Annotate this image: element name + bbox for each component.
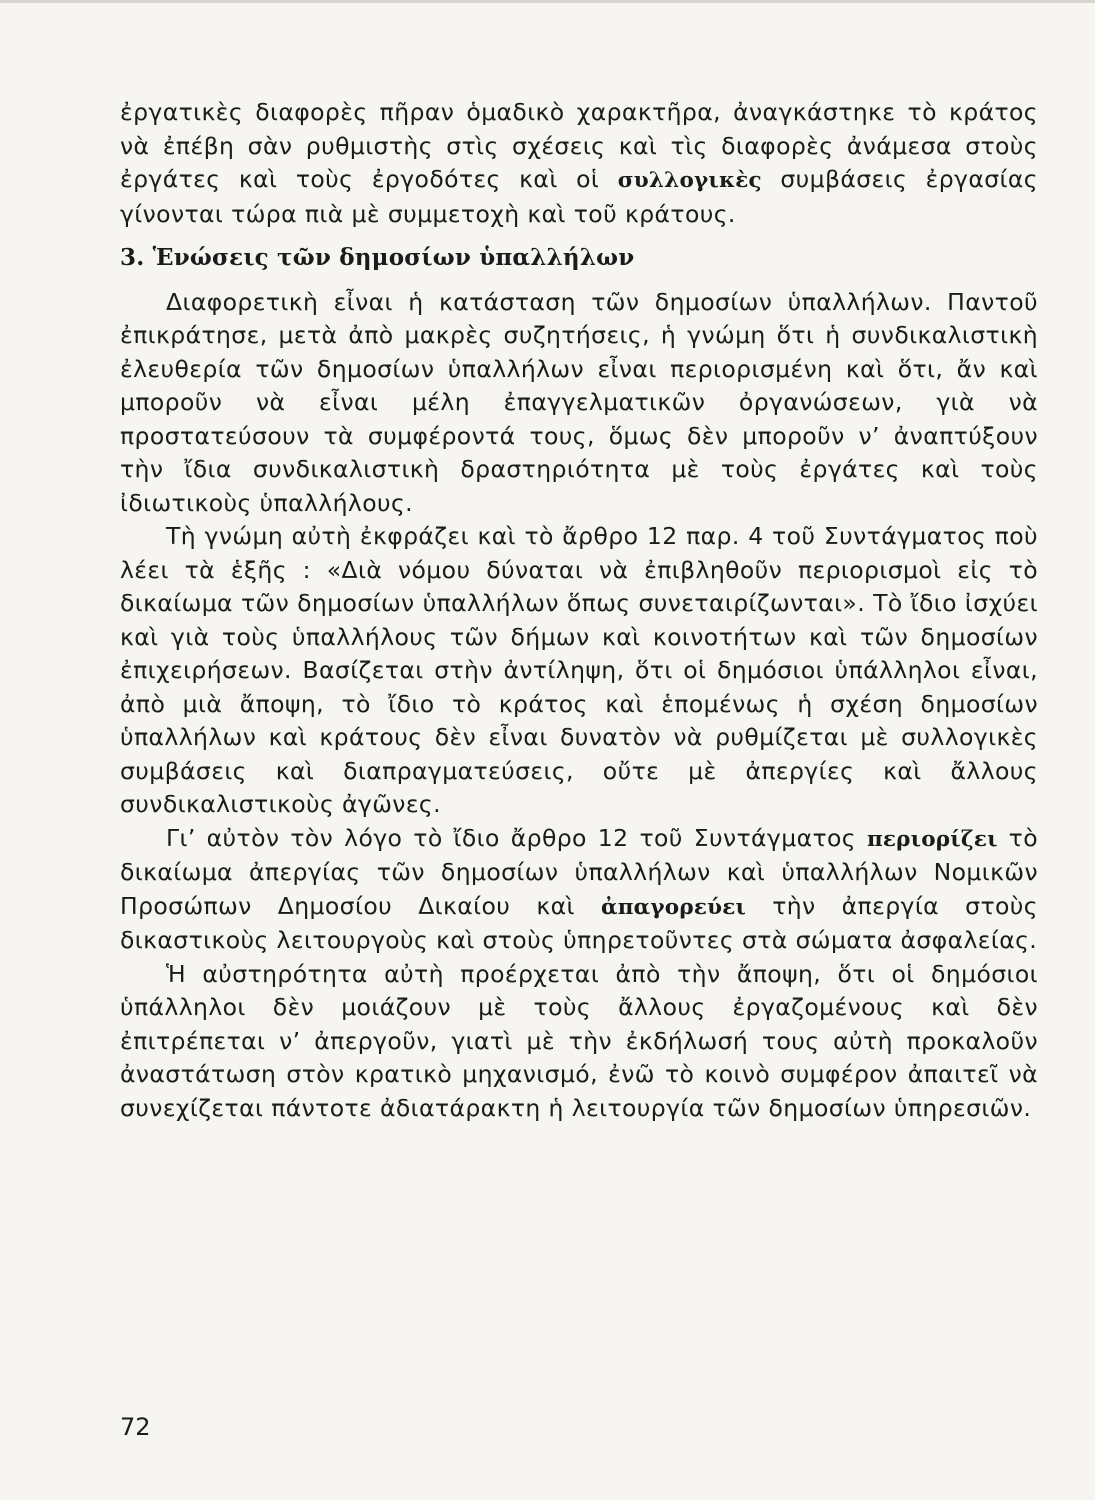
page-top-edge (0, 0, 1095, 3)
paragraph-3-part1: Γι’ αὐτὸν τὸν λόγο τὸ ἴδιο ἄρθρο 12 τοῦ Συντάγματος (166, 823, 867, 852)
intro-text-part2: συμβάσεις ἐργασίας γίνονται τώρα πιὰ μὲ συμμετοχὴ καὶ τοῦ κράτους. (120, 165, 1038, 228)
paragraph-3 (120, 822, 1038, 958)
page-body-text (120, 96, 1038, 1125)
paragraph-2: Τὴ γνώμη αὐτὴ ἐκφράζει καὶ τὸ ἄρθρο 12 παρ. 4 τοῦ Συντάγματος ποὺ λέει τὰ ἑξῆς : «Διὰ νόμου δύναται νὰ ἐπιβληθοῦν περιορισμοὶ εἰς τὸ δικαίωμα τῶν δημοσίων ὑπαλλήλων ὅπως συνεταιρίζωνται». Τὸ ἴδιο ἰσχύει καὶ γιὰ τοὺς ὑπαλλήλους τῶν δήμων καὶ κοινοτήτων καὶ τῶν δημοσίων ἐπιχειρήσεων. Βασίζεται στὴν ἀντίληψη, ὅτι οἱ δημόσιοι ὑπάλληλοι εἶναι, ἀπὸ μιὰ ἄποψη, τὸ ἴδιο τὸ κράτος καὶ ἑπομένως ἡ σχέση δημοσίων ὑπαλλήλων καὶ κράτους δὲν εἶναι δυνατὸν νὰ ρυθμίζεται μὲ συλλογικὲς συμβάσεις καὶ διαπραγματεύσεις, οὔτε μὲ ἀπεργίες καὶ ἄλλους συνδικαλιστικοὺς ἀγῶνες. (120, 522, 1038, 818)
page-number: 72 (120, 1413, 151, 1441)
paragraph-3-part3: τὴν ἀπεργία στοὺς δικαστικοὺς λειτουργοὺς καὶ στοὺς ὑπηρετοῦντες στὰ σώματα ἀσφαλείας. (120, 891, 1038, 954)
intro-bold-term: συλλογικὲς (617, 168, 762, 193)
intro-text-part1: ἐργατικὲς διαφορὲς πῆραν ὁμαδικὸ χαρακτῆρα, ἀναγκάστηκε τὸ κράτος νὰ ἐπέβη σὰν ρυθμιστὴς στὶς σχέσεις καὶ τὶς διαφορὲς ἀνάμεσα στοὺς ἐργάτες καὶ τοὺς ἐργοδότες καὶ οἱ (120, 98, 1038, 193)
section-heading: 3. Ἑνώσεις τῶν δημοσίων ὑπαλλήλων (120, 244, 635, 271)
paragraph-3-bold-prohibits: ἀπαγορεύει (600, 894, 747, 920)
paragraph-4: Ἡ αὐστηρότητα αὐτὴ προέρχεται ἀπὸ τὴν ἄποψη, ὅτι οἱ δημόσιοι ὑπάλληλοι δὲν μοιάζουν μὲ τοὺς ἄλλους ἐργαζομένους καὶ δὲν ἐπιτρέπεται ν’ ἀπεργοῦν, γιατὶ μὲ τὴν ἐκδήλωσή τους αὐτὴ προκαλοῦν ἀναστάτωση στὸν κρατικὸ μηχανισμό, ἐνῶ τὸ κοινὸ συμφέρον ἀπαιτεῖ νὰ συνεχίζεται πάντοτε ἀδιατάρακτη ἡ λειτουργία τῶν δημοσίων ὑπηρεσιῶν. (120, 959, 1038, 1122)
paragraph-3-bold-restricts: περιορίζει (866, 826, 998, 852)
paragraph-3-part2: τὸ δικαίωμα ἀπεργίας τῶν δημοσίων ὑπαλλήλων καὶ ὑπαλλήλων Νομικῶν Προσώπων Δημοσίου Δικαίου καὶ (120, 823, 1038, 920)
intro-paragraph (120, 96, 1038, 231)
paragraph-1: Διαφορετικὴ εἶναι ἡ κατάσταση τῶν δημοσίων ὑπαλλήλων. Παντοῦ ἐπικράτησε, μετὰ ἀπὸ μακρὲς συζητήσεις, ἡ γνώμη ὅτι ἡ συνδικαλιστικὴ ἐλευθερία τῶν δημοσίων ὑπαλλήλων εἶναι περιορισμένη καὶ ὅτι, ἄν καὶ μποροῦν νὰ εἶναι μέλη ἐπαγγελματικῶν ὀργανώσεων, γιὰ νὰ προστατεύσουν τὰ συμφέροντά τους, ὅμως δὲν μποροῦν ν’ ἀναπτύξουν τὴν ἴδια συνδικαλιστικὴ δραστηριότητα μὲ τοὺς ἐργάτες καὶ τοὺς ἰδιωτικοὺς ὑπαλλήλους. (120, 287, 1038, 517)
